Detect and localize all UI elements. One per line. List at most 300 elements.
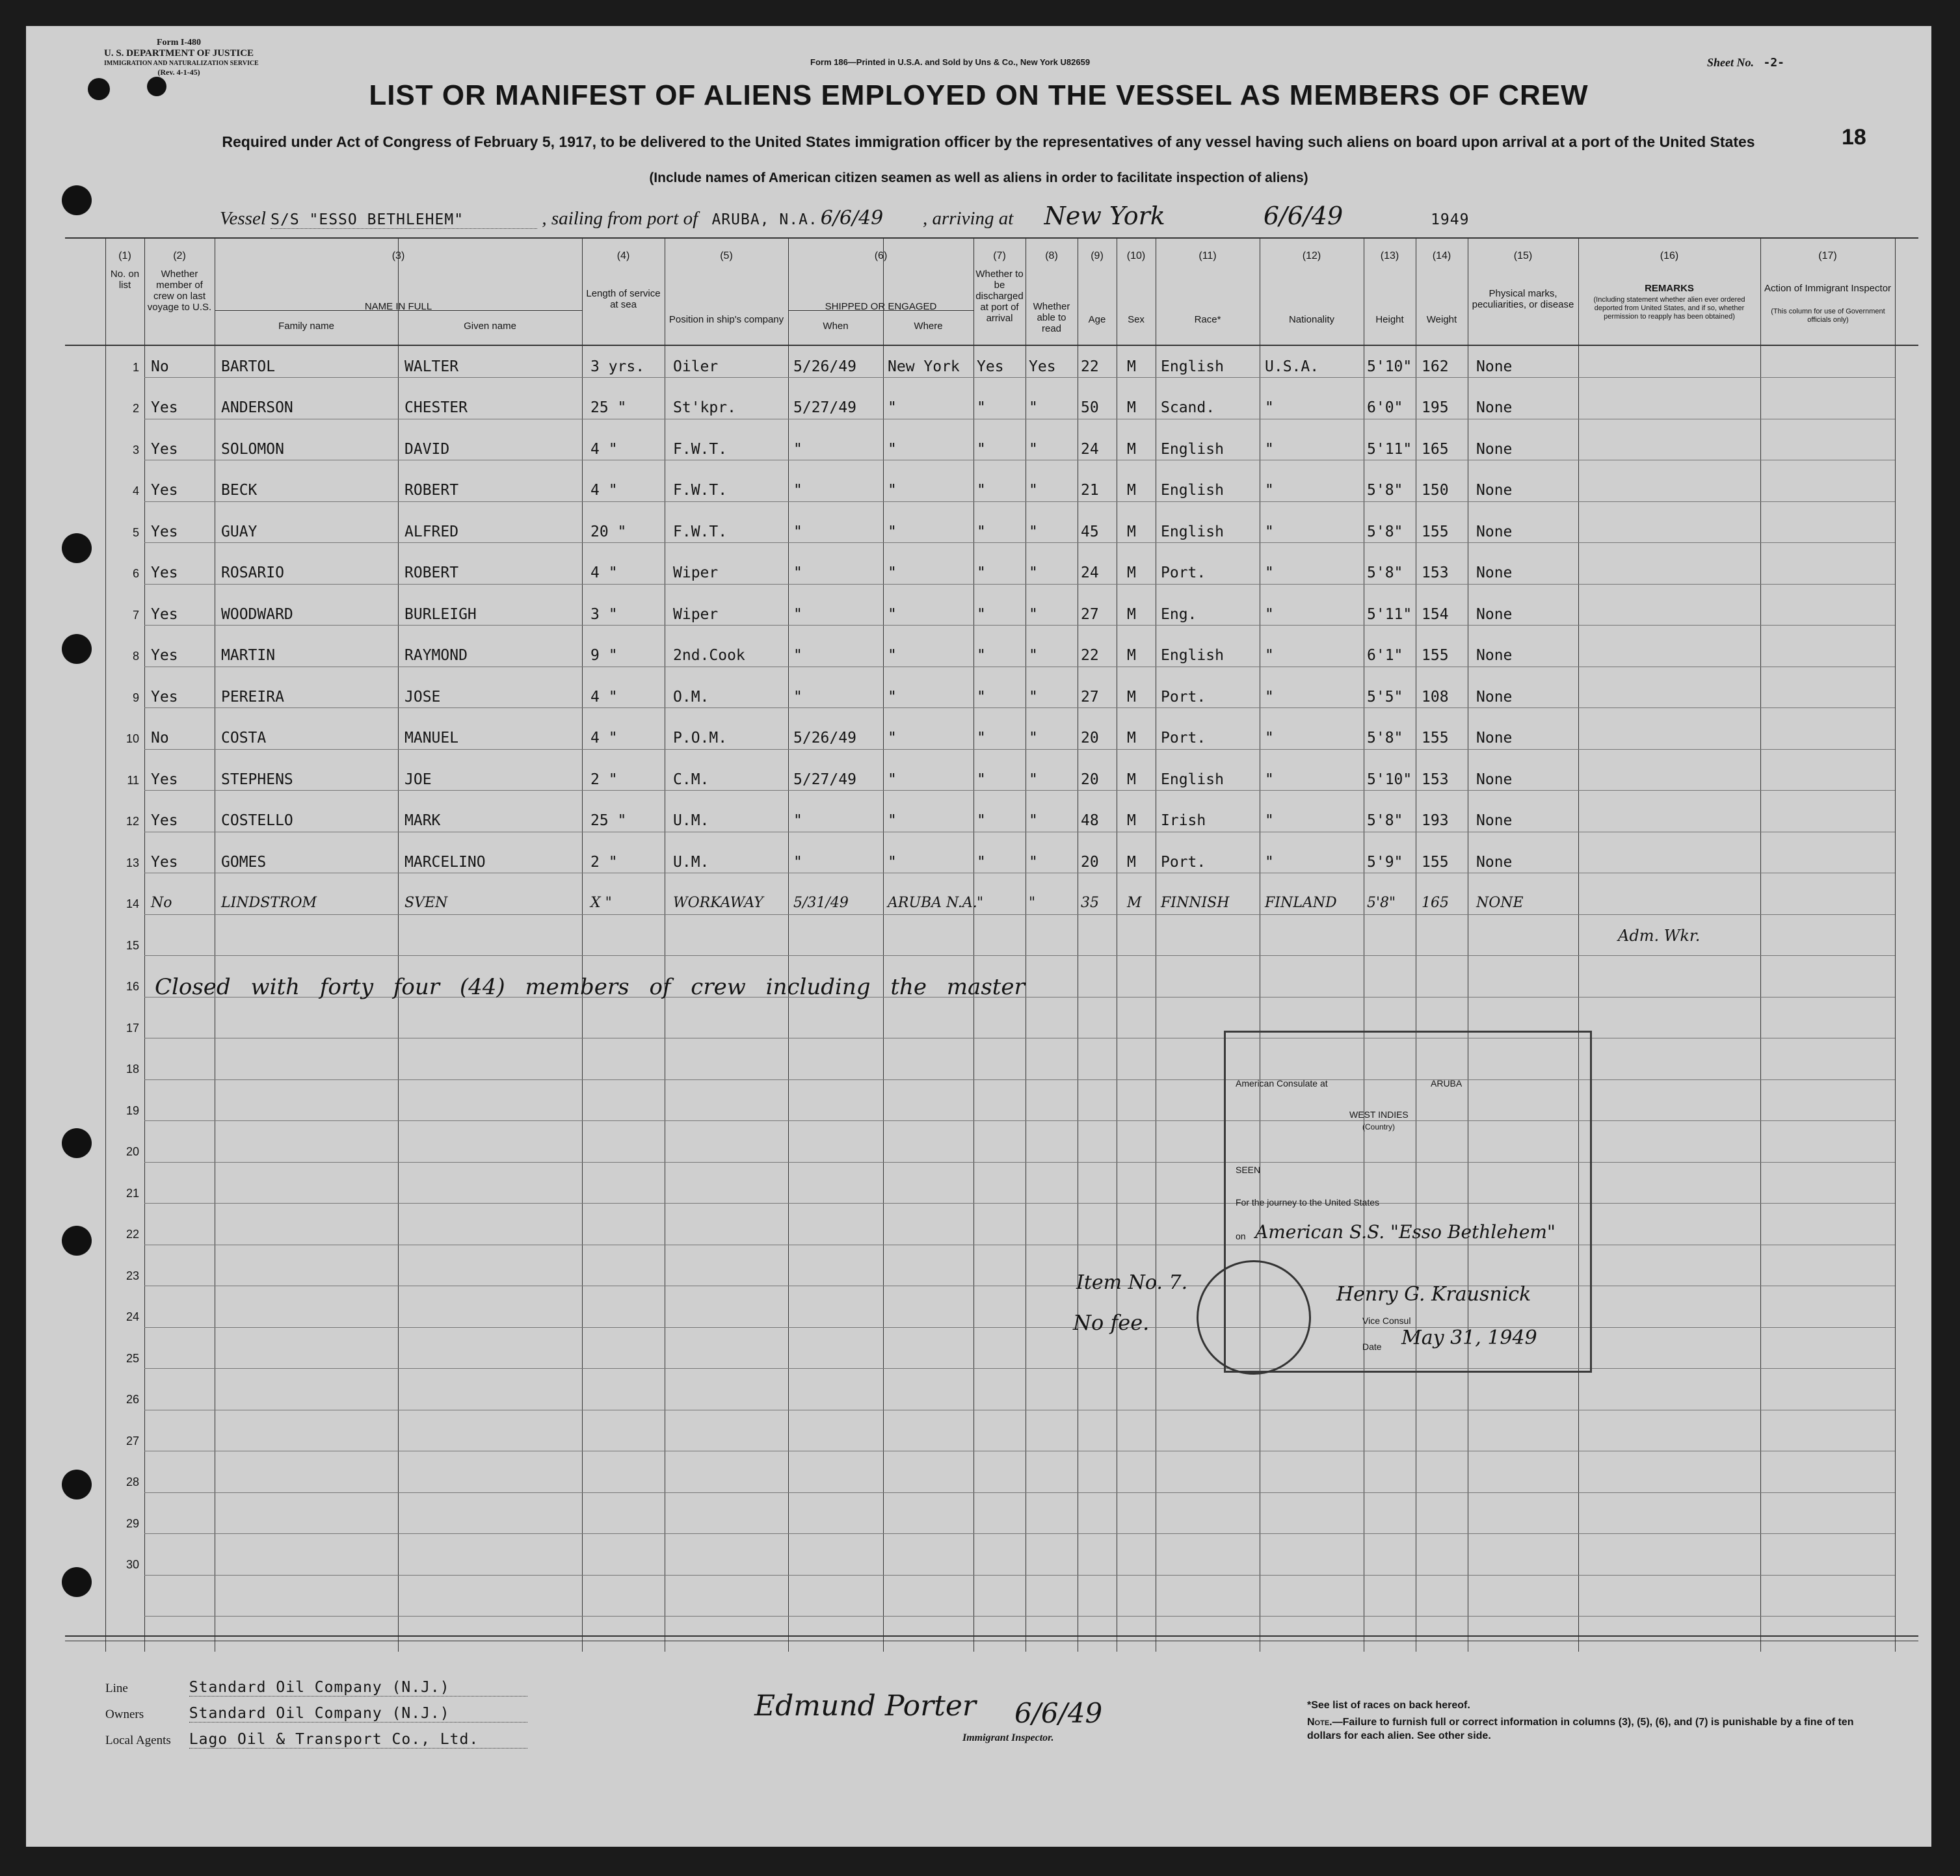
consulate-city: ARUBA <box>1431 1078 1463 1089</box>
able-to-read-cell: " <box>1029 564 1038 581</box>
arriving-label: , arriving at <box>922 208 1014 229</box>
given-name-cell: BURLEIGH <box>404 605 477 623</box>
shipped-where-cell: " <box>888 564 897 581</box>
punch-hole <box>62 1128 92 1158</box>
agents-value: Lago Oil & Transport Co., Ltd. <box>189 1731 527 1749</box>
weight-cell: 155 <box>1422 730 1449 746</box>
height-cell: 5'8" <box>1367 895 1396 911</box>
given-name-cell: CHESTER <box>404 399 468 416</box>
col-service-header: Length of service at sea <box>586 288 661 310</box>
sheet-label: Sheet No. <box>1707 56 1754 69</box>
column-number: (7) <box>993 250 1006 261</box>
shipped-where-cell: " <box>888 853 897 871</box>
given-name-cell: RAYMOND <box>404 647 468 664</box>
family-name-cell: LINDSTROM <box>221 895 317 911</box>
col-no-header: No. on list <box>110 269 140 291</box>
given-name-cell: WALTER <box>404 358 459 375</box>
given-name-cell: MANUEL <box>404 730 459 746</box>
race-cell: English <box>1161 440 1224 458</box>
age-cell: 27 <box>1081 605 1099 623</box>
race-cell: Eng. <box>1161 605 1197 623</box>
shipped-when-cell: " <box>793 523 802 540</box>
service-cell: 4 " <box>590 564 618 581</box>
col-when-header: When <box>823 321 849 332</box>
discharged-cell: " <box>977 482 986 499</box>
sex-cell: M <box>1127 688 1136 706</box>
position-cell: U.M. <box>673 812 709 829</box>
row-number: 7 <box>132 608 139 622</box>
column-number: (2) <box>173 250 186 261</box>
race-cell: FINNISH <box>1161 895 1230 911</box>
sex-cell: M <box>1127 730 1136 746</box>
family-name-cell: BARTOL <box>221 358 276 375</box>
position-cell: F.W.T. <box>673 482 728 499</box>
service-cell: 25 " <box>590 812 627 829</box>
row-number: 14 <box>126 897 139 910</box>
consulate-seal <box>1197 1260 1311 1375</box>
nationality-cell: " <box>1265 647 1274 664</box>
age-cell: 24 <box>1081 564 1099 581</box>
position-cell: 2nd.Cook <box>673 647 745 664</box>
family-name-cell: STEPHENS <box>221 771 293 788</box>
shipped-when-cell: " <box>793 440 802 458</box>
family-name-cell: WOODWARD <box>221 605 293 623</box>
row-number: 30 <box>126 1558 139 1571</box>
marks-cell: None <box>1476 605 1513 623</box>
row-rule <box>144 707 1895 708</box>
weight-cell: 153 <box>1422 771 1449 788</box>
position-cell: U.M. <box>673 853 709 871</box>
last-voyage-cell: Yes <box>151 440 178 458</box>
last-voyage-cell: Yes <box>151 399 178 416</box>
closing-note: Closed with forty four (44) members of crew including the master <box>155 974 1025 1000</box>
marks-cell: None <box>1476 688 1513 706</box>
race-cell: English <box>1161 647 1224 664</box>
column-number: (4) <box>616 250 630 261</box>
vessel-label: Vessel <box>220 208 266 229</box>
given-name-cell: JOE <box>404 771 432 788</box>
age-cell: 27 <box>1081 688 1099 706</box>
row-number: 1 <box>132 360 139 374</box>
last-voyage-cell: Yes <box>151 523 178 540</box>
row-rule <box>144 1162 1895 1163</box>
row-number: 26 <box>126 1393 139 1406</box>
race-cell: English <box>1161 771 1224 788</box>
column-number: (14) <box>1432 250 1451 261</box>
height-cell: 5'9" <box>1367 853 1403 871</box>
shipped-where-cell: " <box>888 812 897 829</box>
service-cell: 4 " <box>590 482 618 499</box>
sex-cell: M <box>1127 564 1136 581</box>
able-to-read-cell: " <box>1029 771 1038 788</box>
arrival-year: 1949 <box>1431 211 1470 228</box>
age-cell: 22 <box>1081 358 1099 375</box>
sex-cell: M <box>1127 482 1136 499</box>
race-cell: English <box>1161 358 1224 375</box>
discharged-cell: " <box>977 647 986 664</box>
marks-cell: None <box>1476 812 1513 829</box>
row-rule <box>144 749 1895 750</box>
col-position-header: Position in ship's company <box>669 314 784 325</box>
marks-cell: None <box>1476 771 1513 788</box>
height-cell: 5'8" <box>1367 523 1403 540</box>
shipped-where-cell: " <box>888 523 897 540</box>
age-cell: 21 <box>1081 482 1099 499</box>
marks-cell: None <box>1476 482 1513 499</box>
row-number: 3 <box>132 443 139 456</box>
last-voyage-cell: No <box>151 895 172 911</box>
row-number: 20 <box>126 1145 139 1158</box>
weight-cell: 165 <box>1422 895 1449 911</box>
shipped-when-cell: " <box>793 688 802 706</box>
row-rule <box>144 1120 1895 1121</box>
row-rule <box>144 914 1895 915</box>
row-rule <box>144 1327 1895 1328</box>
position-cell: F.W.T. <box>673 440 728 458</box>
weight-cell: 193 <box>1422 812 1449 829</box>
nationality-cell: " <box>1265 523 1274 540</box>
able-to-read-cell: " <box>1029 647 1038 664</box>
service-cell: 9 " <box>590 647 618 664</box>
row-rule <box>144 1616 1895 1617</box>
col-remarks-subheader: (Including statement whether alien ever ordered deported from United States, and if so, whether permission to reapply has been obtained) <box>1593 296 1745 321</box>
sex-cell: M <box>1127 895 1142 911</box>
nationality-cell: " <box>1265 812 1274 829</box>
service-cell: 25 " <box>590 399 627 416</box>
last-voyage-cell: No <box>151 730 169 746</box>
punch-hole <box>62 1470 92 1499</box>
sex-cell: M <box>1127 812 1136 829</box>
able-to-read-cell: Yes <box>1029 358 1056 375</box>
race-cell: Port. <box>1161 564 1206 581</box>
shipped-when-cell: 5/26/49 <box>793 730 856 746</box>
service-cell: 3 yrs. <box>590 358 645 375</box>
departure-date: 6/6/49 <box>820 207 884 230</box>
marks-cell: NONE <box>1476 895 1524 911</box>
row-number: 12 <box>126 815 139 828</box>
consul-signature: Henry G. Krausnick <box>1336 1283 1531 1306</box>
row-number: 10 <box>126 732 139 745</box>
last-voyage-cell: No <box>151 358 169 375</box>
col-age-header: Age <box>1088 314 1106 325</box>
given-name-cell: MARK <box>404 812 441 829</box>
family-name-cell: ANDERSON <box>221 399 293 416</box>
given-name-cell: ROBERT <box>404 564 459 581</box>
given-name-cell: SVEN <box>404 895 448 911</box>
given-name-cell: JOSE <box>404 688 441 706</box>
col-sex-header: Sex <box>1128 314 1145 325</box>
row-number: 24 <box>126 1310 139 1323</box>
weight-cell: 154 <box>1422 605 1449 623</box>
nationality-cell: " <box>1265 399 1274 416</box>
row-rule <box>144 501 1895 502</box>
stamp-ship: American S.S. "Esso Bethlehem" <box>1255 1221 1556 1243</box>
note-label: Note. <box>1307 1717 1332 1728</box>
discharged-cell: " <box>977 771 986 788</box>
last-voyage-cell: Yes <box>151 605 178 623</box>
able-to-read-cell: " <box>1029 523 1038 540</box>
service-cell: 2 " <box>590 853 618 871</box>
row-number: 17 <box>126 1021 139 1035</box>
col-where-header: Where <box>914 321 943 332</box>
col-nationality-header: Nationality <box>1288 314 1335 325</box>
on-label: on <box>1236 1231 1246 1241</box>
discharged-cell: " <box>977 853 986 871</box>
footer-owners <box>105 1705 527 1723</box>
nationality-cell: " <box>1265 564 1274 581</box>
discharged-cell: " <box>977 399 986 416</box>
family-name-cell: SOLOMON <box>221 440 284 458</box>
column-rule <box>1760 237 1761 1652</box>
shipped-when-cell: 5/27/49 <box>793 399 856 416</box>
shipped-where-cell: " <box>888 482 897 499</box>
row-rule <box>144 584 1895 585</box>
page-number: 18 <box>1842 125 1866 150</box>
nationality-cell: " <box>1265 440 1274 458</box>
owners-label: Owners <box>105 1708 144 1721</box>
family-name-cell: PEREIRA <box>221 688 284 706</box>
given-name-cell: MARCELINO <box>404 853 486 871</box>
column-number: (17) <box>1818 250 1837 261</box>
weight-cell: 195 <box>1422 399 1449 416</box>
department: U. S. DEPARTMENT OF JUSTICE <box>104 48 254 59</box>
sex-cell: M <box>1127 358 1136 375</box>
row-number: 16 <box>126 980 139 993</box>
position-cell: Wiper <box>673 564 719 581</box>
row-rule <box>144 790 1895 791</box>
row-number: 2 <box>132 402 139 415</box>
shipped-when-cell: " <box>793 482 802 499</box>
able-to-read-cell: " <box>1029 440 1038 458</box>
row-rule <box>144 1079 1895 1080</box>
able-to-read-cell: " <box>1029 482 1038 499</box>
position-cell: O.M. <box>673 688 709 706</box>
weight-cell: 155 <box>1422 523 1449 540</box>
service-cell: 3 " <box>590 605 618 623</box>
row-number: 11 <box>127 773 139 787</box>
row-rule <box>144 625 1895 626</box>
family-name-cell: ROSARIO <box>221 564 284 581</box>
sheet-number <box>1707 56 1784 70</box>
column-number: (11) <box>1199 250 1217 261</box>
marks-cell: None <box>1476 399 1513 416</box>
table-top-rule <box>65 237 1918 239</box>
marks-cell: None <box>1476 358 1513 375</box>
able-to-read-cell: " <box>1029 605 1038 623</box>
printer-note: Form 186—Printed in U.S.A. and Sold by Uns & Co., New York U82659 <box>810 57 1091 67</box>
last-voyage-cell: Yes <box>151 771 178 788</box>
column-rule <box>1895 237 1896 1652</box>
penalty-note <box>1307 1715 1879 1743</box>
country-label: (Country) <box>1362 1122 1396 1131</box>
col-name-header: NAME IN FULL <box>364 301 432 312</box>
col-read-header: Whether able to read <box>1033 301 1070 334</box>
row-number: 6 <box>132 567 139 580</box>
sex-cell: M <box>1127 523 1136 540</box>
last-voyage-cell: Yes <box>151 564 178 581</box>
service-cell: 20 " <box>590 523 627 540</box>
punch-hole <box>62 1226 92 1256</box>
row-rule <box>144 1368 1895 1369</box>
race-cell: Port. <box>1161 853 1206 871</box>
marks-cell: None <box>1476 853 1513 871</box>
races-note: *See list of races on back hereof. <box>1307 1700 1470 1711</box>
position-cell: Wiper <box>673 605 719 623</box>
race-cell: English <box>1161 523 1224 540</box>
shipped-when-cell: " <box>793 853 802 871</box>
given-name-cell: ROBERT <box>404 482 459 499</box>
height-cell: 6'0" <box>1367 399 1403 416</box>
row-number: 27 <box>126 1434 139 1447</box>
column-number: (10) <box>1126 250 1146 261</box>
race-cell: Port. <box>1161 688 1206 706</box>
inspector-signature: Edmund Porter <box>754 1689 976 1723</box>
able-to-read-cell: " <box>1029 812 1038 829</box>
shipped-where-cell: " <box>888 771 897 788</box>
discharged-cell: " <box>977 895 984 911</box>
col-given-header: Given name <box>464 321 516 332</box>
journey-label: For the journey to the United States <box>1236 1197 1380 1208</box>
inspector-label: Immigrant Inspector. <box>962 1732 1054 1743</box>
position-cell: F.W.T. <box>673 523 728 540</box>
age-cell: 45 <box>1081 523 1099 540</box>
sheet-value: -2- <box>1763 56 1785 70</box>
marks-cell: None <box>1476 647 1513 664</box>
col-shipped-header: SHIPPED OR ENGAGED <box>825 301 937 312</box>
shipped-where-cell: ARUBA N.A. <box>888 895 977 911</box>
age-cell: 20 <box>1081 853 1099 871</box>
shipped-when-cell: 5/31/49 <box>793 895 849 911</box>
family-name-cell: GOMES <box>221 853 267 871</box>
shipped-where-cell: " <box>888 647 897 664</box>
marks-cell: None <box>1476 440 1513 458</box>
form-number: Form I-480 <box>156 38 202 47</box>
consulate-label: American Consulate at <box>1236 1078 1328 1089</box>
page-title: LIST OR MANIFEST OF ALIENS EMPLOYED ON THE VESSEL AS MEMBERS OF CREW <box>369 79 1589 111</box>
weight-cell: 108 <box>1422 688 1449 706</box>
discharged-cell: " <box>977 605 986 623</box>
nationality-cell: FINLAND <box>1265 895 1337 911</box>
sex-cell: M <box>1127 440 1136 458</box>
position-cell: P.O.M. <box>673 730 728 746</box>
column-rule <box>1578 237 1579 1652</box>
shipped-when-cell: 5/27/49 <box>793 771 856 788</box>
weight-cell: 162 <box>1422 358 1449 375</box>
weight-cell: 150 <box>1422 482 1449 499</box>
weight-cell: 155 <box>1422 853 1449 871</box>
weight-cell: 165 <box>1422 440 1449 458</box>
row-rule <box>144 377 1895 378</box>
column-number: (6) <box>874 250 888 261</box>
col-marks-header: Physical marks, peculiarities, or disease <box>1472 288 1574 310</box>
discharged-cell: " <box>977 440 986 458</box>
shipped-where-cell: " <box>888 688 897 706</box>
col-height-header: Height <box>1375 314 1404 325</box>
line-label: Line <box>105 1682 128 1695</box>
col-weight-header: Weight <box>1426 314 1457 325</box>
able-to-read-cell: " <box>1029 853 1038 871</box>
col-last-voyage-header: Whether member of crew on last voyage to U.S. <box>147 269 212 313</box>
height-cell: 6'1" <box>1367 647 1403 664</box>
punch-hole <box>62 533 92 563</box>
shipped-when-cell: " <box>793 812 802 829</box>
height-cell: 5'11" <box>1367 440 1412 458</box>
form-id <box>104 38 259 77</box>
height-cell: 5'8" <box>1367 482 1403 499</box>
race-cell: English <box>1161 482 1224 499</box>
discharged-cell: " <box>977 564 986 581</box>
shipped-when-cell: " <box>793 605 802 623</box>
shipped-where-cell: New York <box>888 358 960 375</box>
punch-hole <box>62 634 92 664</box>
row-rule <box>144 1575 1895 1576</box>
height-cell: 5'5" <box>1367 688 1403 706</box>
column-rule <box>788 237 789 1652</box>
column-number: (5) <box>720 250 733 261</box>
column-rule <box>973 237 974 1652</box>
column-number: (16) <box>1660 250 1679 261</box>
shipped-when-cell: 5/26/49 <box>793 358 856 375</box>
sailing-label: , sailing from port of <box>542 208 698 229</box>
nationality-cell: " <box>1265 688 1274 706</box>
nationality-cell: " <box>1265 605 1274 623</box>
discharged-cell: " <box>977 688 986 706</box>
family-name-cell: BECK <box>221 482 258 499</box>
family-name-cell: GUAY <box>221 523 258 540</box>
position-cell: WORKAWAY <box>673 895 763 911</box>
discharged-cell: " <box>977 730 986 746</box>
row-rule <box>144 955 1895 956</box>
able-to-read-cell: " <box>1029 688 1038 706</box>
given-name-cell: DAVID <box>404 440 450 458</box>
manifest-sheet <box>26 26 1931 1847</box>
service-cell: 2 " <box>590 771 618 788</box>
discharged-cell: Yes <box>977 358 1004 375</box>
vice-consul-label: Vice Consul <box>1362 1315 1411 1326</box>
last-voyage-cell: Yes <box>151 853 178 871</box>
race-cell: Scand. <box>1161 399 1215 416</box>
height-cell: 5'10" <box>1367 771 1412 788</box>
last-voyage-cell: Yes <box>151 482 178 499</box>
seen-label: SEEN <box>1236 1165 1261 1175</box>
discharged-cell: " <box>977 523 986 540</box>
shipped-when-cell: " <box>793 564 802 581</box>
position-cell: C.M. <box>673 771 709 788</box>
shipped-where-cell: " <box>888 440 897 458</box>
arrival-port: New York <box>1044 202 1165 230</box>
line-value: Standard Oil Company (N.J.) <box>189 1679 527 1697</box>
row-number: 9 <box>132 691 139 704</box>
column-rule <box>398 237 399 1652</box>
stamp-date: May 31, 1949 <box>1401 1327 1537 1349</box>
position-cell: Oiler <box>673 358 719 375</box>
row-number: 18 <box>126 1063 139 1076</box>
column-rule <box>883 237 884 1652</box>
able-to-read-cell: " <box>1029 399 1038 416</box>
position-cell: St'kpr. <box>673 399 736 416</box>
col-remarks-header: REMARKS <box>1645 283 1694 294</box>
column-number: (8) <box>1045 250 1058 261</box>
row14-remark: Adm. Wkr. <box>1618 927 1701 945</box>
age-cell: 20 <box>1081 730 1099 746</box>
family-name-cell: MARTIN <box>221 647 276 664</box>
footer-agents <box>105 1731 527 1749</box>
row-rule <box>144 1203 1895 1204</box>
sex-cell: M <box>1127 399 1136 416</box>
nationality-cell: " <box>1265 771 1274 788</box>
consulate-stamp <box>1224 1031 1592 1373</box>
column-number: (13) <box>1380 250 1399 261</box>
